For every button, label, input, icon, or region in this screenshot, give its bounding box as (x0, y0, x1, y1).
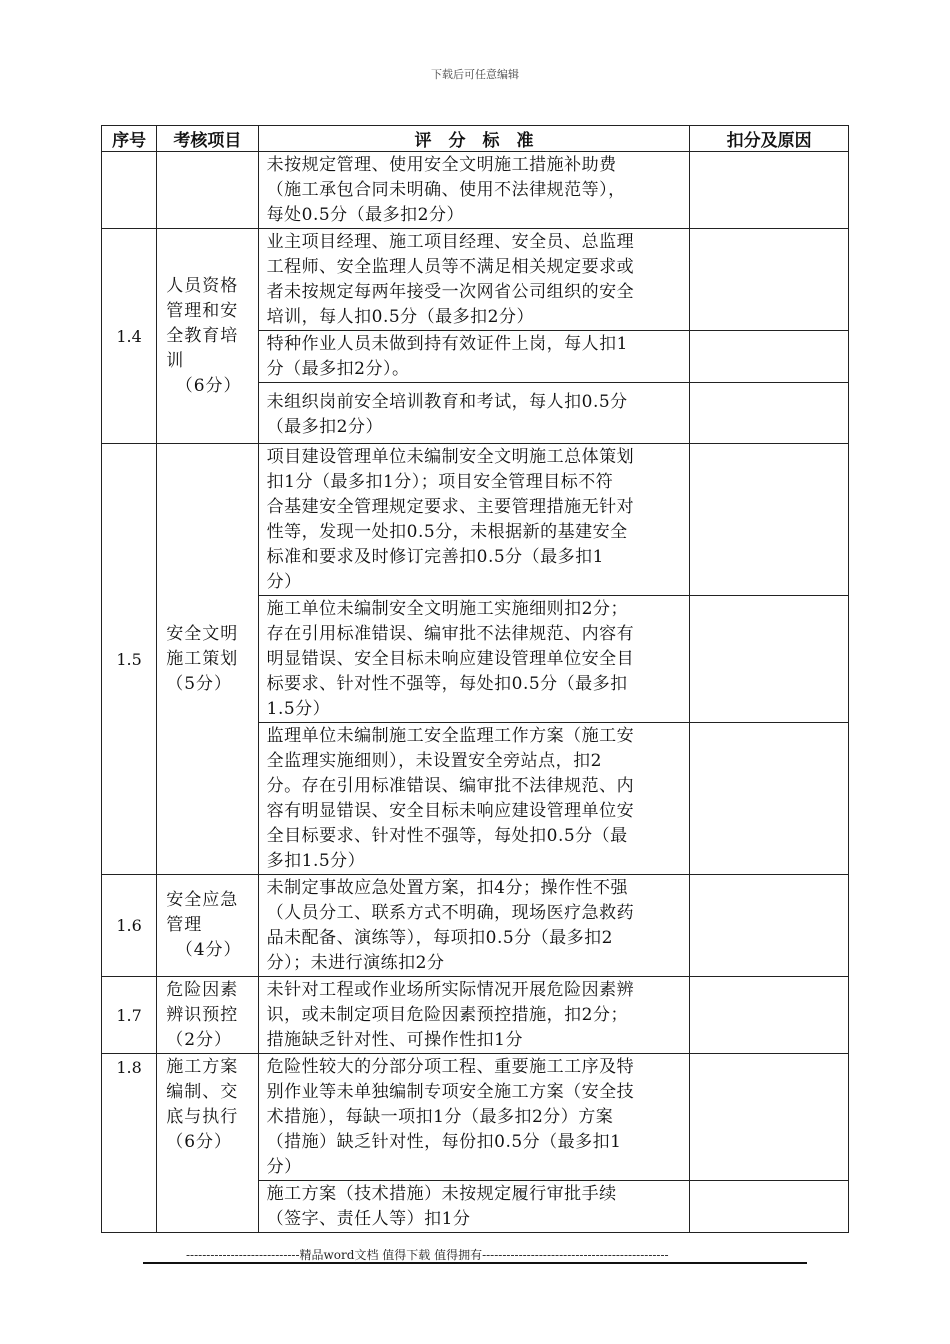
criteria-cell: 业主项目经理、施工项目经理、安全员、总监理 工程师、安全监理人员等不满足相关规定要求或 者未按规定每两年接受一次网省公司组织的安全 培训，每人扣0.5分（最多扣2分） (258, 229, 690, 331)
assessment-item: 危险因素 辨识预控 （2分） (157, 977, 258, 1054)
row-number: 1.5 (102, 444, 157, 875)
criteria-cell: 施工单位未编制安全文明施工实施细则扣2分； 存在引用标准错误、编审批不法律规范、内容有 明显错误、安全目标未响应建设管理单位安全目 标要求、针对性不强等，每处扣0.5分（最多扣 1.5分） (258, 596, 690, 723)
header-deduction: 扣分及原因 (690, 126, 849, 152)
criteria-cell: 监理单位未编制施工安全监理工作方案（施工安 全监理实施细则），未设置安全旁站点，扣2 分。存在引用标准错误、编审批不法律规范、内 容有明显错误、安全目标未响应建设管理单位安 全目标要求、针对性不强等，每处扣0.5分（最 多扣1.5分） (258, 723, 690, 875)
criteria-cell: 未针对工程或作业场所实际情况开展危险因素辨 识，或未制定项目危险因素预控措施，扣2分； 措施缺乏针对性、可操作性扣1分 (258, 977, 690, 1054)
header-note: 下载后可任意编辑 (431, 68, 519, 81)
header-no: 序号 (102, 126, 157, 152)
deduction-cell[interactable] (690, 229, 849, 331)
deduction-cell[interactable] (690, 723, 849, 875)
deduction-cell[interactable] (690, 383, 849, 444)
criteria-cell: 危险性较大的分部分项工程、重要施工工序及特 别作业等未单独编制专项安全施工方案（安全技 术措施），每缺一项扣1分（最多扣2分）方案 （措施）缺乏针对性，每份扣0.5分（最多扣1 分） (258, 1054, 690, 1181)
row-number: 1.6 (102, 875, 157, 977)
row-number: 1.8 (102, 1054, 157, 1233)
criteria-cell: 特种作业人员未做到持有效证件上岗，每人扣1 分（最多扣2分）。 (258, 331, 690, 383)
table-header-row (102, 126, 849, 152)
assessment-item (157, 152, 258, 229)
assessment-item: 安全文明 施工策划 （5分） (157, 444, 258, 875)
table-row (102, 1054, 849, 1181)
table-row (102, 977, 849, 1054)
deduction-cell[interactable] (690, 331, 849, 383)
deduction-cell[interactable] (690, 1054, 849, 1181)
deduction-cell[interactable] (690, 444, 849, 596)
criteria-cell: 未组织岗前安全培训教育和考试，每人扣0.5分 （最多扣2分） (258, 383, 690, 444)
table-row (102, 152, 849, 229)
deduction-cell[interactable] (690, 977, 849, 1054)
scoring-table (101, 125, 849, 1233)
row-number: 1.7 (102, 977, 157, 1054)
row-number (102, 152, 157, 229)
deduction-cell[interactable] (690, 152, 849, 229)
deduction-cell[interactable] (690, 875, 849, 977)
criteria-cell: 施工方案（技术措施）未按规定履行审批手续 （签字、责任人等）扣1分 (258, 1181, 690, 1233)
row-number: 1.4 (102, 229, 157, 444)
footer-text: ----------------------------精品word文档 值得下载 值得拥有---------------------------------------------- (186, 1248, 669, 1262)
table-row (102, 444, 849, 596)
header-criteria: 评 分 标 准 (258, 126, 690, 152)
assessment-item: 安全应急 管理 （4分） (157, 875, 258, 977)
criteria-cell: 未制定事故应急处置方案，扣4分；操作性不强 （人员分工、联系方式不明确，现场医疗急救药 品未配备、演练等），每项扣0.5分（最多扣2 分）；未进行演练扣2分 (258, 875, 690, 977)
deduction-cell[interactable] (690, 596, 849, 723)
assessment-item: 施工方案 编制、交 底与执行 （6分） (157, 1054, 258, 1233)
criteria-cell: 项目建设管理单位未编制安全文明施工总体策划 扣1分（最多扣1分）；项目安全管理目标不符 合基建安全管理规定要求、主要管理措施无针对 性等，发现一处扣0.5分，未根据新的基建安全 标准和要求及时修订完善扣0.5分（最多扣1 分） (258, 444, 690, 596)
table-row (102, 229, 849, 331)
criteria-cell: 未按规定管理、使用安全文明施工措施补助费 （施工承包合同未明确、使用不法律规范等）， 每处0.5分（最多扣2分） (258, 152, 690, 229)
header-item: 考核项目 (157, 126, 258, 152)
footer-divider (143, 1262, 807, 1264)
assessment-item: 人员资格 管理和安 全教育培 训 （6分） (157, 229, 258, 444)
deduction-cell[interactable] (690, 1181, 849, 1233)
table-row (102, 875, 849, 977)
